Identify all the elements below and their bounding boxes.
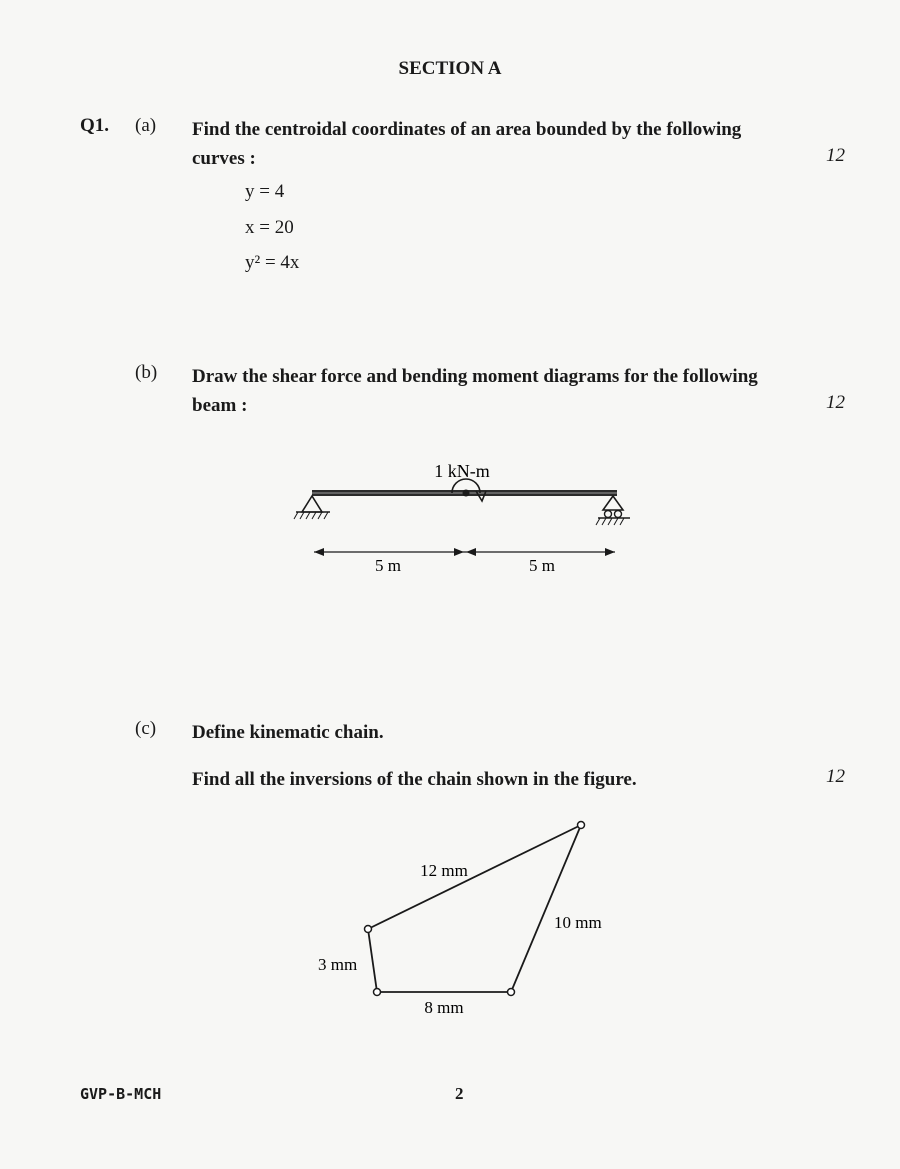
link-top-label: 12 mm <box>420 861 468 880</box>
part-b-line2: beam : <box>192 395 248 416</box>
pin-support-icon <box>294 496 330 519</box>
link-right-label: 10 mm <box>554 913 602 932</box>
joint-icons <box>365 822 585 996</box>
equation-3: y² = 4x <box>245 252 300 273</box>
part-c-line1: Define kinematic chain. <box>192 722 384 743</box>
question-number: Q1. <box>80 115 110 136</box>
equation-2: x = 20 <box>245 217 294 238</box>
roller-support-icon <box>596 496 630 525</box>
span-left-label: 5 m <box>375 556 401 575</box>
part-b-line1: Draw the shear force and bending moment diagrams for the following <box>192 366 758 387</box>
four-bar-links <box>368 825 581 992</box>
link-bottom-label: 8 mm <box>424 998 464 1017</box>
paper-code: GVP-B-MCH <box>80 1085 162 1103</box>
dimension-line <box>314 548 615 556</box>
kinematic-chain-figure <box>300 810 640 1025</box>
part-a-line2: curves : <box>192 148 256 169</box>
part-b-label: (b) <box>135 362 158 383</box>
part-b-marks: 12 <box>826 392 845 413</box>
equation-1: y = 4 <box>245 181 285 202</box>
part-c-label: (c) <box>135 718 157 739</box>
span-right-label: 5 m <box>529 556 555 575</box>
moment-label: 1 kN-m <box>434 461 490 481</box>
section-title: SECTION A <box>398 58 502 79</box>
part-a-label: (a) <box>135 115 157 136</box>
part-c-line2: Find all the inversions of the chain shown in the figure. <box>192 769 637 790</box>
link-left-label: 3 mm <box>318 955 358 974</box>
beam-figure <box>290 455 640 585</box>
part-a-marks: 12 <box>826 145 845 166</box>
page-number: 2 <box>455 1084 464 1103</box>
part-a-line1: Find the centroidal coordinates of an area bounded by the following <box>192 119 742 140</box>
part-c-marks: 12 <box>826 766 845 787</box>
